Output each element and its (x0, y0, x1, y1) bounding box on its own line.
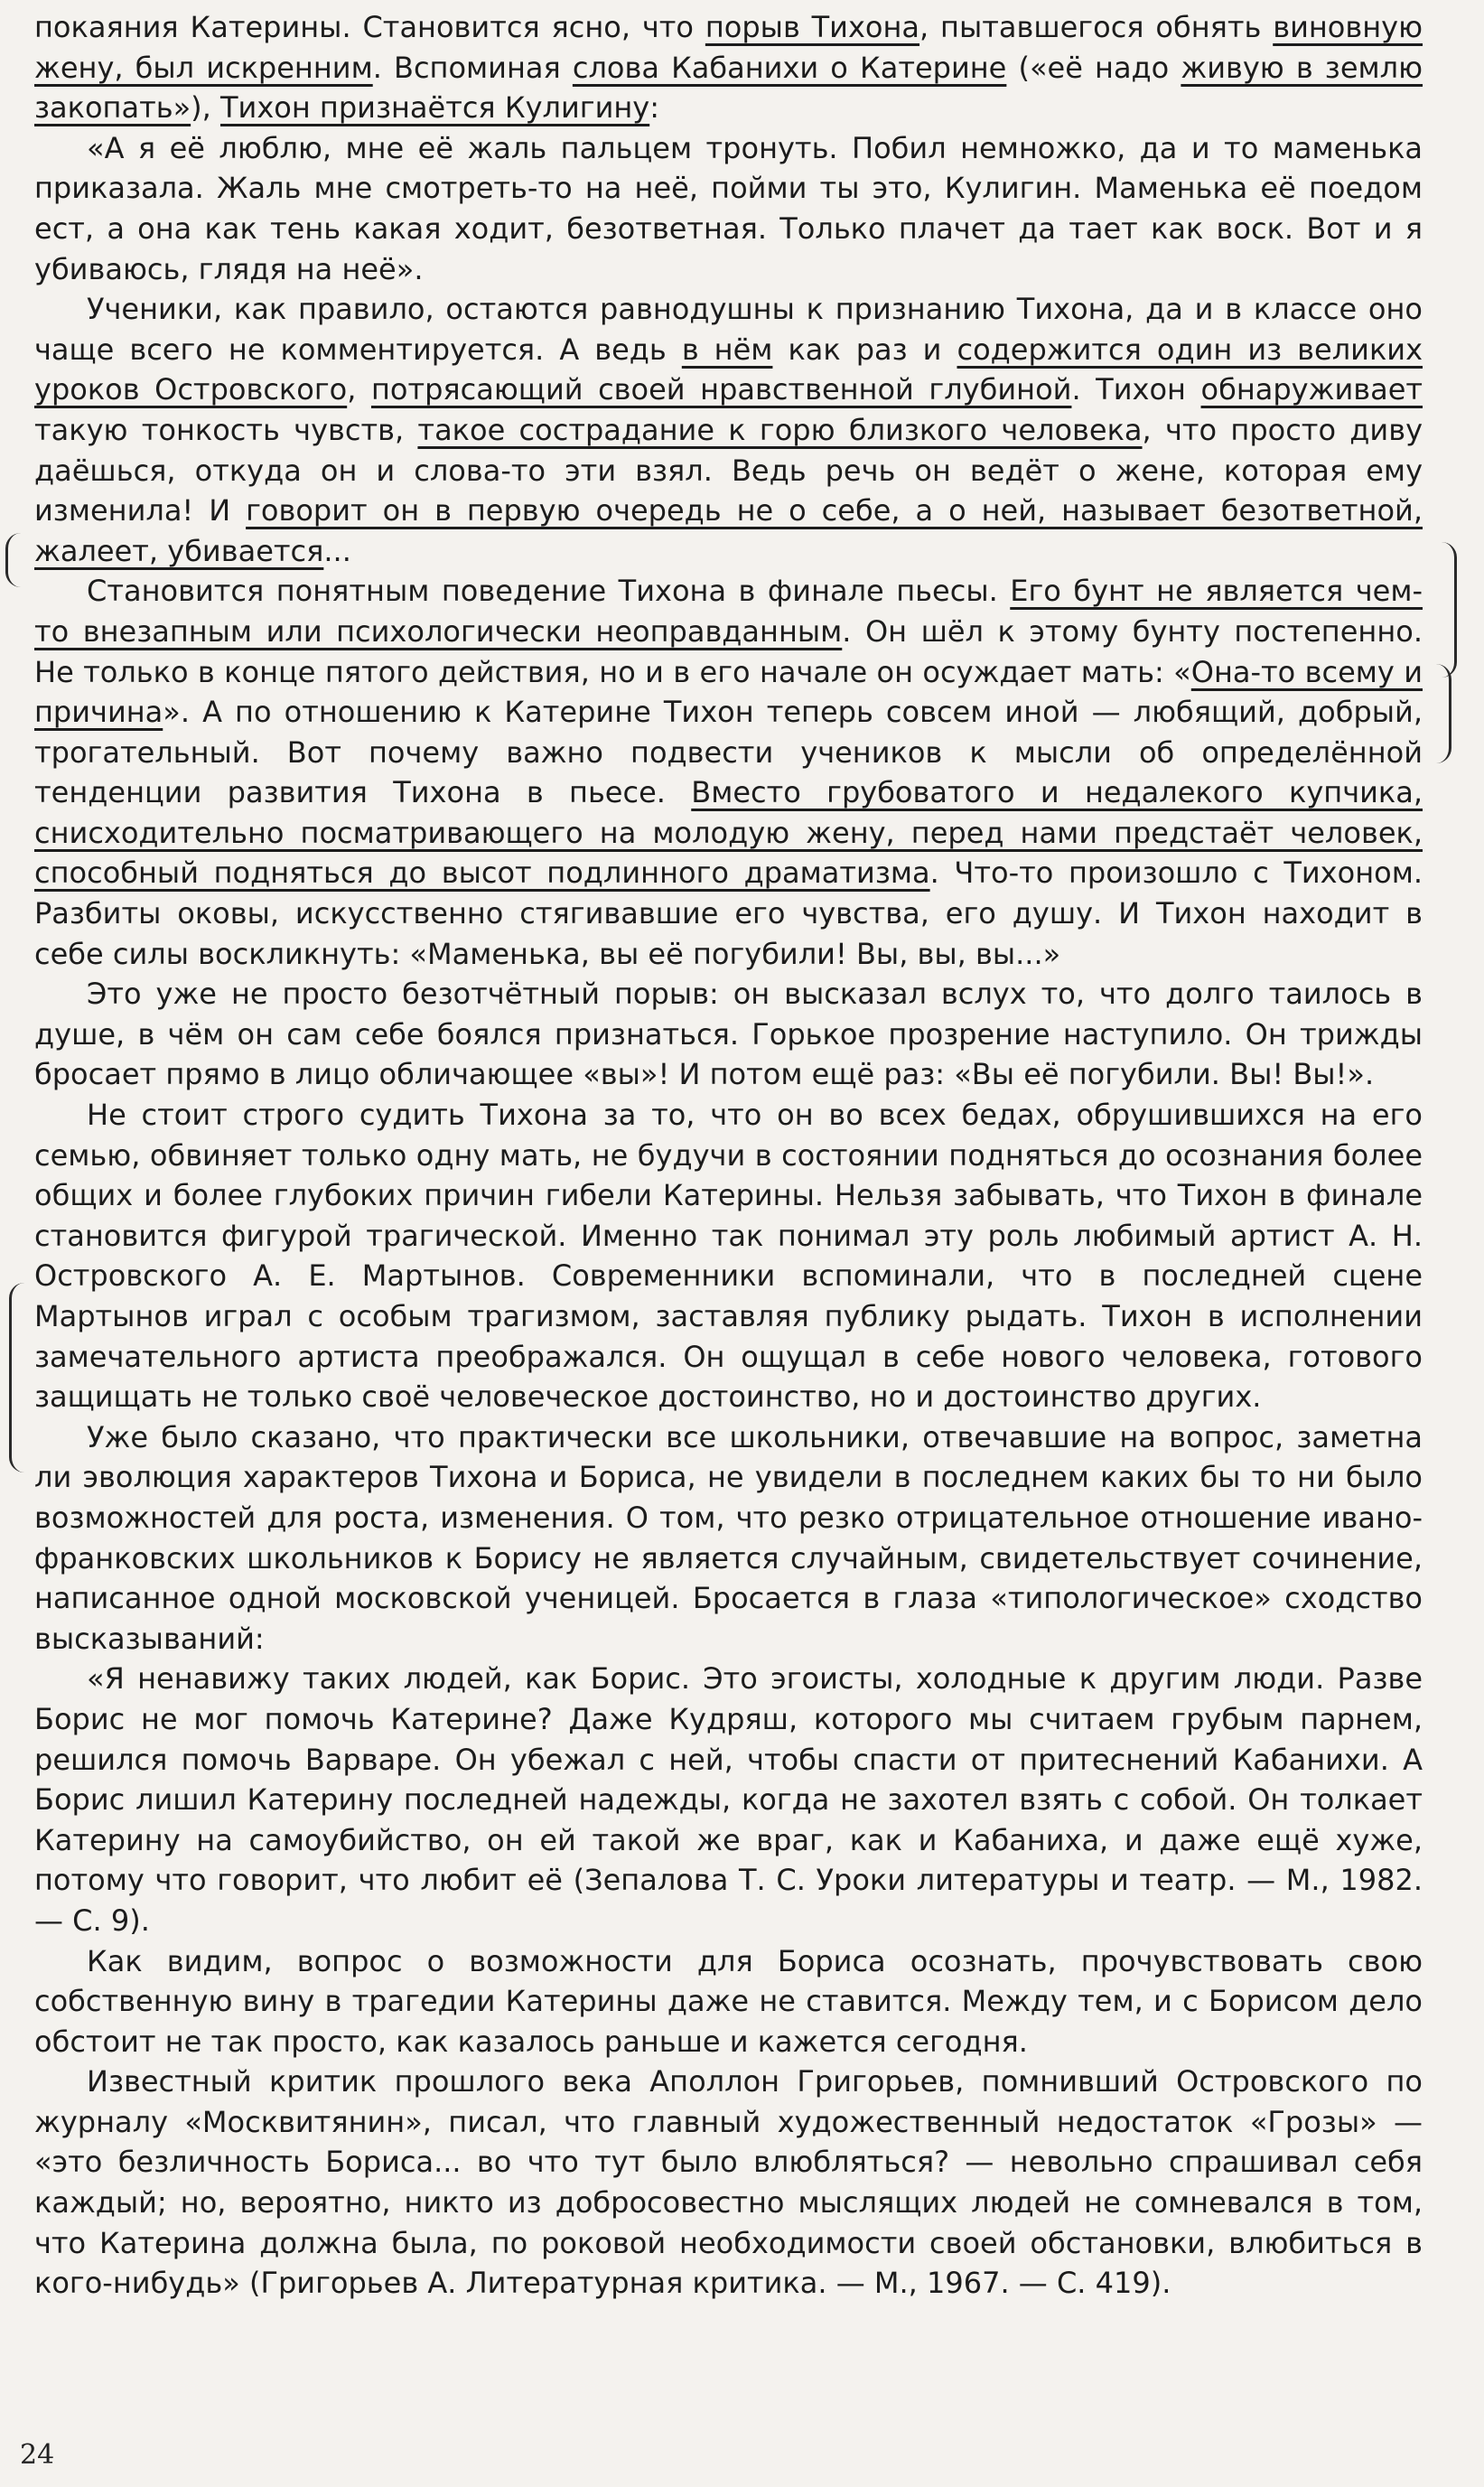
paragraph-3 (34, 289, 1423, 571)
underlined-text: такое сострадание к горю близкого человека (417, 412, 1143, 447)
underlined-text: порыв Тихона (705, 10, 920, 44)
underlined-text: в нём (681, 332, 773, 367)
paragraph-10 (34, 2062, 1423, 2304)
paragraph-4 (34, 571, 1423, 974)
underlined-text: Вместо грубоватого и недалекого купчика, снисходительно посматривающего на молодую жену, перед нами предстаёт человек, способный подняться до высот подлинного драматизма (34, 775, 1423, 891)
page-text (34, 7, 1423, 2304)
underlined-text: обнаруживает (1200, 372, 1423, 407)
underlined-text: говорит он в первую очередь не о себе, а о ней, называет безответной, жалеет, убивается (34, 493, 1423, 568)
text-run: . Тихон (1071, 372, 1201, 407)
text-run: Известный критик прошлого века Аполлон Григорьев, помнивший Островского по журналу «Москвитянин», писал, что главный художественный недостаток «Грозы» — «это безличность Бориса... во что тут было влюбляться? — невольно спрашивал себя каждый; но, вероятно, никто из добросовестно мыслящих людей не сомневался в том, что Катерина должна была, по роковой необходимости своей обстановки, влюбиться в кого-нибудь» (Григорьев А. Литературная критика. — М., 1967. — С. 419). (34, 2064, 1423, 2301)
text-run: как раз и (772, 332, 957, 367)
text-run: «Я ненавижу таких людей, как Борис. Это эгоисты, холодные к другим люди. Разве Борис не мог помочь Катерине? Даже Кудряш, которого мы считаем грубым парнем, решился помочь Варваре. Он убежал с ней, чтобы спасти от притеснений Кабанихи. А Борис лишил Катерину последней надежды, когда не захотел взять с собой. Он толкает Катерину на самоубийство, он ей такой же враг, как и Кабаниха, и даже ещё хуже, потому что говорит, что любит её (Зепалова Т. С. Уроки литературы и театр. — М., 1982. — С. 9). (34, 1661, 1423, 1938)
text-run: Становится понятным поведение Тихона в финале пьесы. (87, 574, 1011, 609)
margin-mark-left-2 (9, 1283, 24, 1473)
text-run: Как видим, вопрос о возможности для Бориса осознать, прочувствовать свою собственную вину в трагедии Катерины даже не ставится. Между тем, и с Борисом дело обстоит не так просто, как казалось раньше и кажется сегодня. (34, 1943, 1423, 2059)
text-run: ». А по отношению к Катерине Тихон теперь совсем иной — любящий, добрый, трогательный. Вот почему важно подвести учеников к мысли об определённой тенденции развития Тихона в пьесе. (34, 695, 1423, 810)
underlined-text: потрясающий своей нравственной глубиной (370, 372, 1072, 407)
text-run: Уже было сказано, что практически все школьники, отвечавшие на вопрос, заметна ли эволюция характеров Тихона и Бориса, не увидели в последнем каких бы то ни было возможностей для роста, изменения. О том, что резко отрицательное отношение ивано-франковских школьников к Борису не является случайным, свидетельствует сочинение, написанное одной московской ученицей. Бросается в глаза «типологическое» сходство высказываний: (34, 1419, 1423, 1656)
paragraph-7 (34, 1417, 1423, 1660)
margin-mark-right-2 (1436, 664, 1451, 763)
margin-mark-right-1 (1442, 542, 1457, 678)
text-run: ... (323, 533, 351, 568)
text-run: Ученики, как правило, остаются равнодушны к признанию Тихона, да и в классе оно чаще всего не комментируется. А ведь (34, 292, 1423, 367)
page-number: 24 (20, 2439, 55, 2471)
text-run: : (649, 90, 659, 126)
text-run: , пытавшегося обнять (919, 10, 1274, 44)
underlined-text: содержится один из великих уроков Островского (34, 332, 1423, 407)
underlined-text: живую в землю закопать» (34, 50, 1423, 126)
underlined-text: Тихон признаётся Кулигину (219, 90, 650, 126)
text-run: «А я её люблю, мне её жаль пальцем тронуть. Побил немножко, да и то маменька приказала. Жаль мне смотреть-то на неё, пойми ты это, Кулигин. Маменька её поедом ест, а она как тень какая ходит, безответная. Только плачет да тает как воск. Вот и я убиваюсь, глядя на неё». (34, 130, 1423, 286)
margin-mark-left-1 (5, 533, 21, 587)
text-run: . Он шёл к этому бунту постепенно. Не только в конце пятого действия, но и в его начале он осуждает мать: « (34, 613, 1423, 689)
text-run: Это уже не просто безотчётный порыв: он высказал вслух то, что долго таилось в душе, в чём он сам себе боялся признаться. Горькое прозрение наступило. Он трижды бросает прямо в лицо обличающее «вы»! И потом ещё раз: «Вы её погубили. Вы! Вы!». (34, 977, 1423, 1092)
text-run: , (347, 372, 371, 407)
text-run: . Что-то произошло с Тихоном. Разбиты оковы, искусственно стягивавшие его чувства, его душу. И Тихон находит в себе силы воскликнуть: «Маменька, вы её погубили! Вы, вы, вы...» (34, 855, 1423, 971)
underlined-text: Она-то всему и причина (34, 654, 1423, 730)
text-run: ), (191, 90, 220, 126)
paragraph-9 (34, 1941, 1423, 2062)
text-run: Не стоит строго судить Тихона за то, что он во всех бедах, обрушившихся на его семью, обвиняет только одну мать, не будучи в состоянии подняться до осознания более общих и более глубоких причин гибели Катерины. Нельзя забывать, что Тихон в финале становится фигурой трагической. Именно так понимал эту роль любимый артист А. Н. Островского А. Е. Мартынов. Современники вспоминали, что в последней сцене Мартынов играл с особым трагизмом, заставляя публику рыдать. Тихон в исполнении замечательного артиста преображался. Он ощущал в себе нового человека, готового защищать не только своё человеческое достоинство, но и достоинство других. (34, 1098, 1423, 1415)
text-run: , что просто диву даёшься, откуда он и слова-то эти взял. Ведь речь он ведёт о жене, которая ему изменила! И (34, 412, 1423, 528)
paragraph-6 (34, 1095, 1423, 1417)
text-run: . Вспоминая (372, 50, 573, 85)
paragraph-5 (34, 974, 1423, 1095)
paragraph-1 (34, 7, 1423, 128)
text-run: («её надо (1006, 50, 1181, 85)
paragraph-8 (34, 1659, 1423, 1940)
text-run: такую тонкость чувств, (34, 412, 418, 447)
underlined-text: Его бунт не является чем-то внезапным или психологически неоправданным (34, 574, 1423, 649)
paragraph-2 (34, 128, 1423, 289)
underlined-text: виновную жену, был искренним (34, 10, 1423, 85)
underlined-text: слова Кабанихи о Катерине (572, 50, 1007, 85)
text-run: покаяния Катерины. Становится ясно, что (34, 10, 705, 44)
